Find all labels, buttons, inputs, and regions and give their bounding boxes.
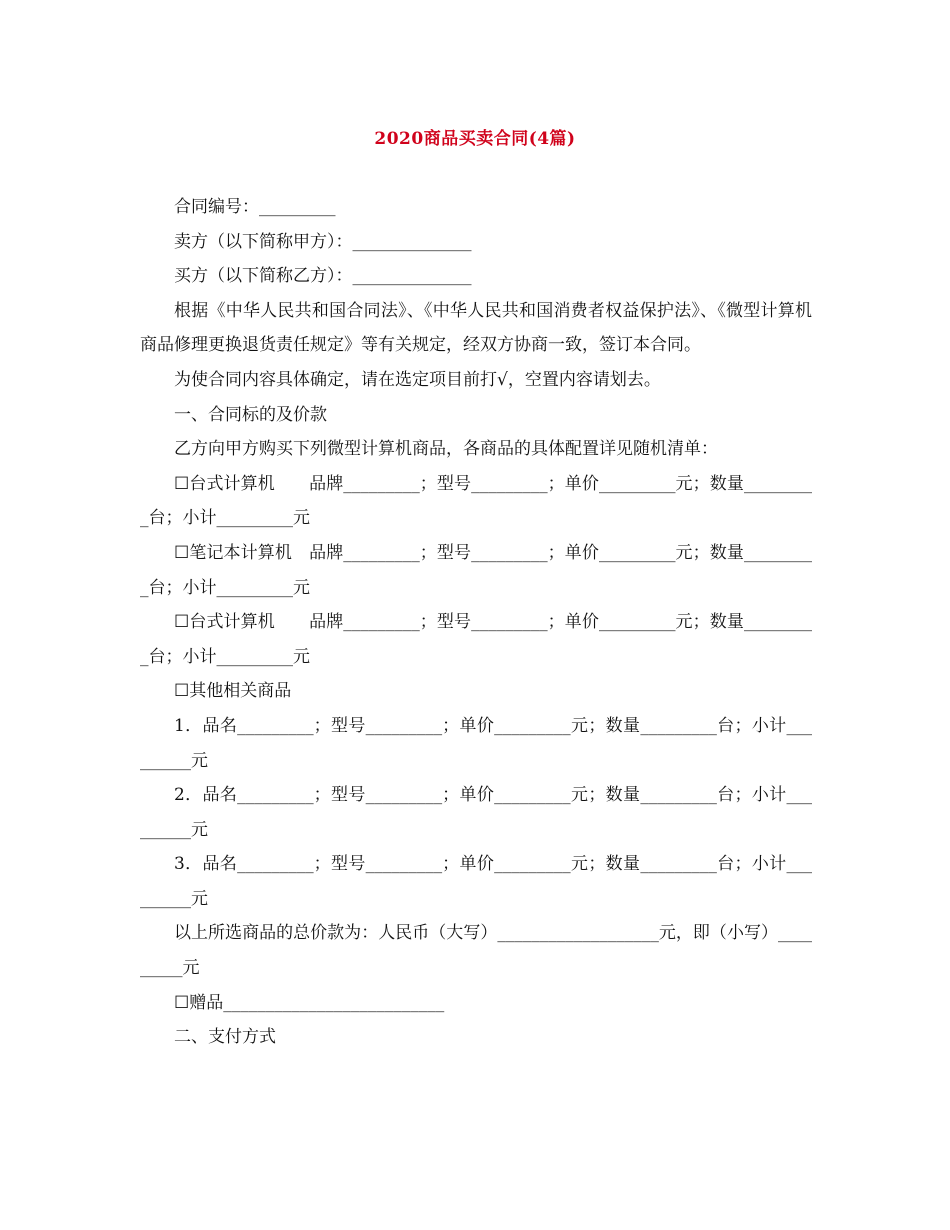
total-price-line: 以上所选商品的总价款为：人民币（大写）___________________元，即（小写）_________元 xyxy=(140,923,812,979)
document-body xyxy=(140,190,812,1055)
section-heading-1: 一、合同标的及价款 xyxy=(174,404,327,425)
section-heading-2: 二、支付方式 xyxy=(174,1027,276,1048)
other-item-2: 2．品名_________；型号_________；单价_________元；数量_________台；小计_________元 xyxy=(140,785,812,840)
desktop-item-1: ☐台式计算机 品牌_________；型号_________；单价_________元；数量_________台；小计_________元 xyxy=(140,473,812,529)
instruction-paragraph: 为使合同内容具体确定，请在选定项目前打√，空置内容请划去。 xyxy=(174,369,661,390)
document-title: 2020商品买卖合同(4篇) xyxy=(374,129,576,149)
other-products-line: ☐其他相关商品 xyxy=(174,681,292,702)
laptop-item: ☐笔记本计算机 品牌_________；型号_________；单价_________元；数量_________台；小计_________元 xyxy=(140,542,812,598)
desktop-item-2: ☐台式计算机 品牌_________；型号_________；单价_________元；数量_________台；小计_________元 xyxy=(140,612,812,667)
buyer-line: 买方（以下简称乙方）：______________ xyxy=(174,266,472,287)
other-item-3: 3．品名_________；型号_________；单价_________元；数量_________台；小计_________元 xyxy=(140,854,812,909)
legal-basis-paragraph: 根据《中华人民共和国合同法》、《中华人民共和国消费者权益保护法》、《微型计算机商品修理更换退货责任规定》等有关规定，经双方协商一致，签订本合同。 xyxy=(140,300,812,356)
seller-line: 卖方（以下简称甲方）：______________ xyxy=(174,231,472,252)
other-item-1: 1．品名_________；型号_________；单价_________元；数量_________台；小计_________元 xyxy=(140,715,812,771)
gift-line: ☐赠品__________________________ xyxy=(174,992,445,1013)
contract-number-line: 合同编号：_________ xyxy=(174,197,336,217)
purchase-intro-paragraph: 乙方向甲方购买下列微型计算机商品，各商品的具体配置详见随机清单： xyxy=(174,439,718,460)
